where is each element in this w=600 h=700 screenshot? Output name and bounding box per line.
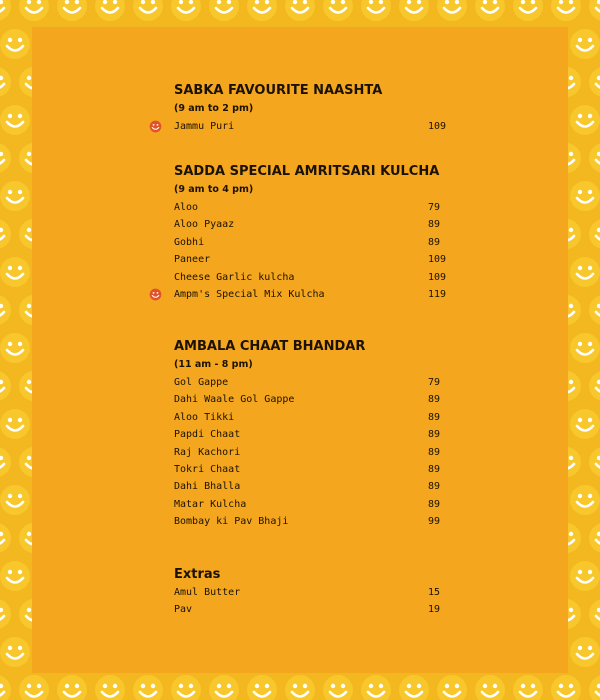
menu-item xyxy=(174,199,474,216)
item-name: Bombay ki Pav Bhaji xyxy=(174,516,289,528)
menu-item xyxy=(174,426,474,443)
item-price: 79 xyxy=(428,377,441,388)
menu-item xyxy=(174,374,474,391)
section-title: AMBALA CHAAT BHANDAR xyxy=(174,339,366,354)
item-name: Gobhi xyxy=(174,236,205,248)
menu-item xyxy=(174,409,474,426)
item-name: Pav xyxy=(174,604,193,616)
menu-item xyxy=(174,513,474,530)
item-price: 89 xyxy=(428,481,441,493)
menu-item xyxy=(174,118,474,135)
item-name: Aloo Tikki xyxy=(174,411,235,423)
item-name: Jammu Puri xyxy=(174,121,235,132)
smiley-face-icon xyxy=(570,29,600,59)
smiley-face-icon xyxy=(149,120,162,133)
smiley-face-icon xyxy=(0,105,30,135)
menu-item xyxy=(174,601,474,618)
item-price: 79 xyxy=(428,202,441,213)
section-hours: (11 am - 8 pm) xyxy=(174,359,253,370)
item-price: 15 xyxy=(428,587,441,598)
item-name: Gol Gappe xyxy=(174,377,229,388)
item-price: 109 xyxy=(428,271,447,283)
item-price: 89 xyxy=(428,394,441,406)
menu-item xyxy=(174,584,474,601)
menu-item xyxy=(174,444,474,461)
menu-section-chaat xyxy=(174,338,474,531)
smiley-face-icon xyxy=(0,485,30,515)
item-name: Amul Butter xyxy=(174,587,241,598)
smiley-face-icon xyxy=(570,257,600,287)
smiley-face-icon xyxy=(0,409,30,439)
menu-item xyxy=(174,461,474,478)
menu-item xyxy=(174,234,474,251)
smiley-face-icon xyxy=(570,485,600,515)
section-hours: (9 am to 4 pm) xyxy=(174,184,254,195)
item-name: Dahi Bhalla xyxy=(174,481,241,493)
smiley-face-icon xyxy=(0,333,30,363)
item-name: Aloo Pyaaz xyxy=(174,219,235,231)
section-hours: (9 am to 2 pm) xyxy=(174,103,254,114)
item-price: 109 xyxy=(428,254,447,266)
item-name: Cheese Garlic kulcha xyxy=(174,271,295,283)
item-name: Raj Kachori xyxy=(174,446,241,458)
smiley-face-icon xyxy=(0,29,30,59)
item-price: 119 xyxy=(428,288,447,300)
item-name: Papdi Chaat xyxy=(174,429,241,441)
smiley-face-icon xyxy=(0,561,30,591)
menu-section-naashta xyxy=(174,82,474,135)
item-price: 89 xyxy=(428,463,441,475)
item-price: 89 xyxy=(428,498,441,510)
menu-item xyxy=(174,251,474,268)
item-price: 89 xyxy=(428,411,441,423)
menu-item xyxy=(174,269,474,286)
item-name: Aloo xyxy=(174,202,199,213)
menu-item xyxy=(174,391,474,408)
item-price: 109 xyxy=(428,121,447,132)
smiley-face-icon xyxy=(149,288,162,301)
item-name: Ampm's Special Mix Kulcha xyxy=(174,288,325,300)
smiley-face-icon xyxy=(0,637,30,667)
menu-item xyxy=(174,216,474,233)
section-title: SABKA FAVOURITE NAASHTA xyxy=(174,83,383,98)
smiley-face-icon xyxy=(570,181,600,211)
item-price: 19 xyxy=(428,604,441,616)
smiley-face-icon xyxy=(0,181,30,211)
menu-item xyxy=(174,478,474,495)
section-title: SADDA SPECIAL AMRITSARI KULCHA xyxy=(174,164,440,179)
item-name: Tokri Chaat xyxy=(174,463,241,475)
menu-item xyxy=(174,496,474,513)
smiley-face-icon xyxy=(570,105,600,135)
item-price: 99 xyxy=(428,516,441,528)
smiley-face-icon xyxy=(570,637,600,667)
item-price: 89 xyxy=(428,446,441,458)
item-name: Paneer xyxy=(174,254,211,266)
menu-item xyxy=(174,286,474,303)
item-price: 89 xyxy=(428,219,441,231)
item-name: Matar Kulcha xyxy=(174,498,247,510)
item-name: Dahi Waale Gol Gappe xyxy=(174,394,295,406)
smiley-face-icon xyxy=(570,409,600,439)
menu-section-extras xyxy=(174,566,474,619)
smiley-face-icon xyxy=(570,333,600,363)
menu-section-kulcha xyxy=(174,163,474,303)
item-price: 89 xyxy=(428,236,441,248)
section-title: Extras xyxy=(174,567,221,582)
smiley-face-icon xyxy=(0,257,30,287)
smiley-face-icon xyxy=(570,561,600,591)
item-price: 89 xyxy=(428,429,441,441)
